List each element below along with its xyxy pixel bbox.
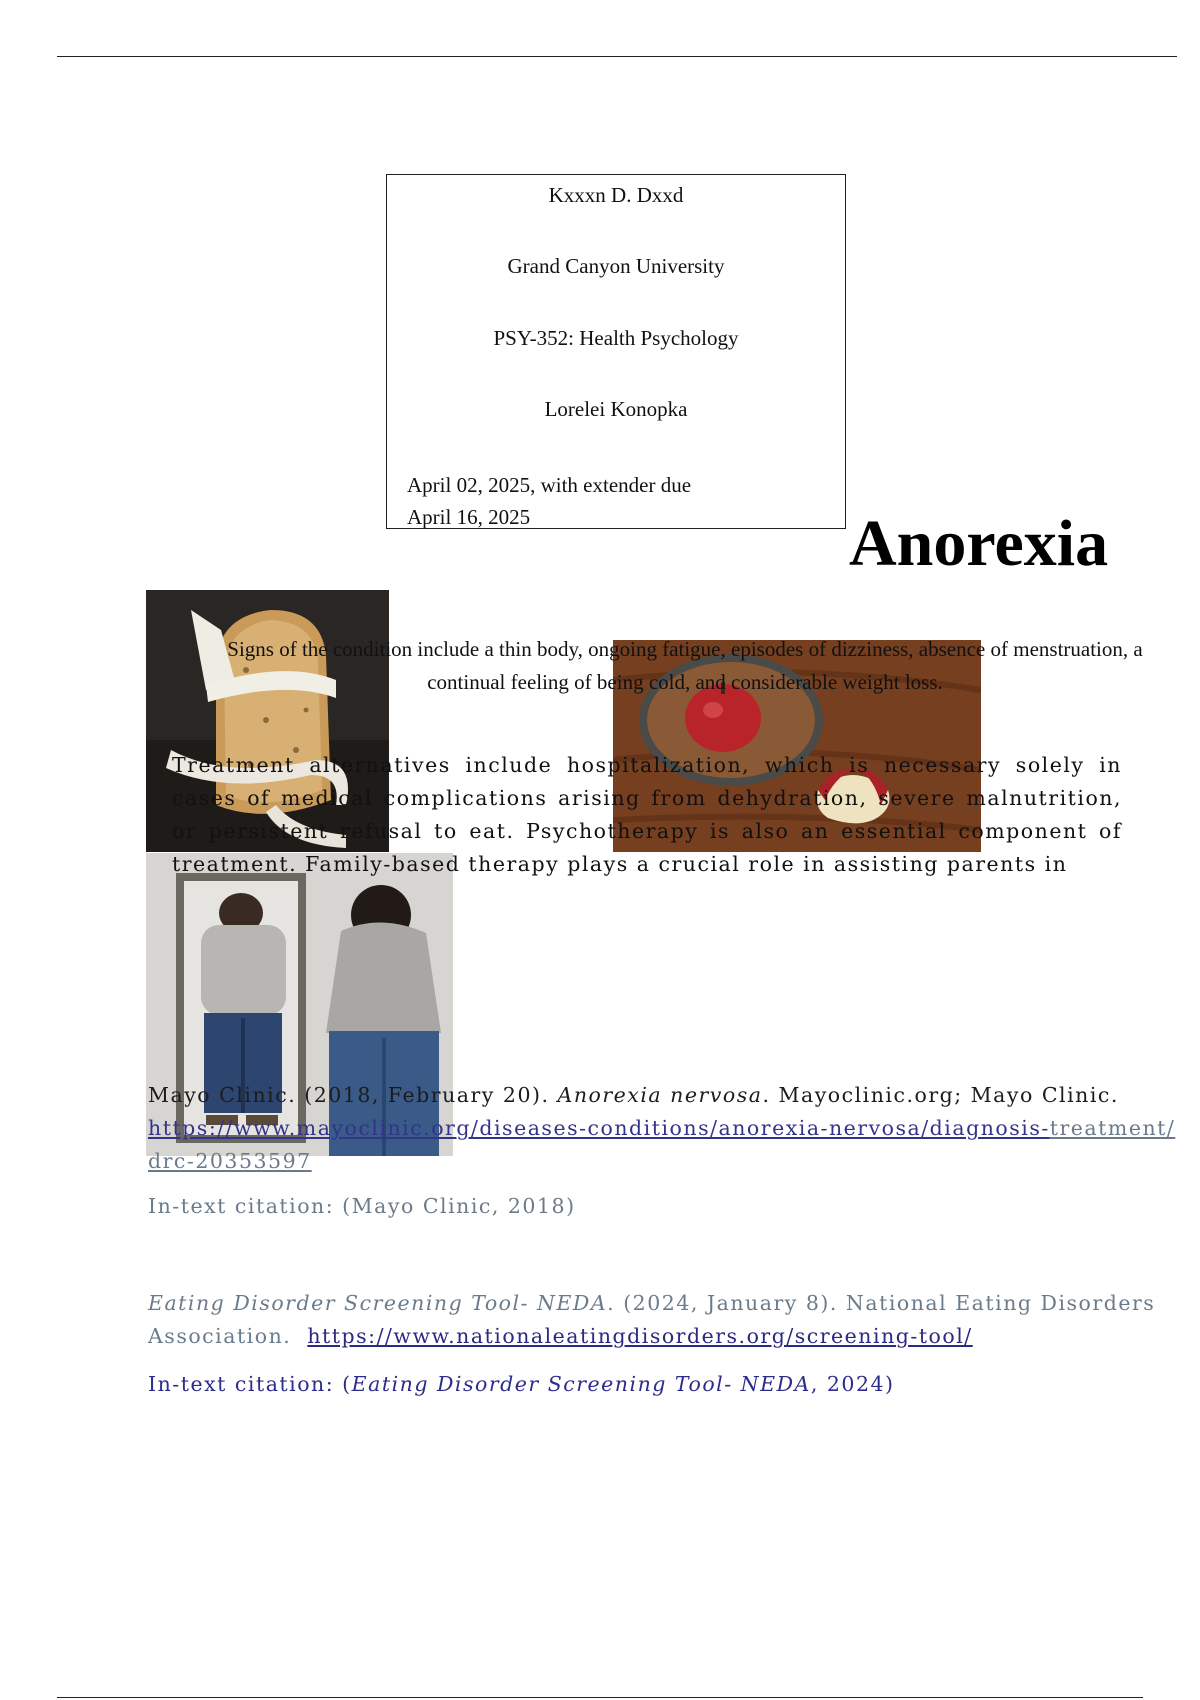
due-date: April 02, 2025, with extender due April 16, 2025: [407, 473, 692, 529]
institution: Grand Canyon University: [507, 254, 725, 278]
mayo-clinic-link-cont[interactable]: treatment/: [1049, 1116, 1176, 1140]
instructor-name: Lorelei Konopka: [544, 397, 688, 421]
mayo-clinic-link-end[interactable]: drc-20353597: [148, 1149, 312, 1173]
document-title: Anorexia: [849, 507, 1109, 580]
treatment-paragraph: Treatment alternatives include hospitalization, which is necessary solely in cases of medical complications arising from dehydration, severe malnutrition, or persistent refusal to eat. Psychotherapy is also an essential component of treatment. Family-based therapy plays a crucial role in assisting parents in: [172, 753, 1122, 876]
author-name: Kxxxn D. Dxxd: [548, 183, 684, 207]
title-page-box: [386, 174, 846, 529]
in-text-citation-mayo: In-text citation: (Mayo Clinic, 2018): [148, 1194, 576, 1218]
footer-rule: [57, 1697, 1143, 1698]
course-name: PSY-352: Health Psychology: [493, 326, 739, 350]
header-rule: [57, 56, 1177, 57]
neda-link[interactable]: https://www.nationaleatingdisorders.org/screening-tool/: [307, 1324, 973, 1348]
reference-neda: Eating Disorder Screening Tool- NEDA. (2024, January 8). National Eating Disorders Association. https://www.nationaleatingdisorders.org/screening-tool/: [148, 1291, 1156, 1348]
in-text-citation-neda: In-text citation: (Eating Disorder Screening Tool- NEDA, 2024): [148, 1372, 895, 1396]
mayo-clinic-link[interactable]: https://www.mayoclinic.org/diseases-conditions/anorexia-nervosa/diagnosis-: [148, 1116, 1050, 1140]
reference-mayo-clinic: Mayo Clinic. (2018, February 20). Anorexia nervosa. Mayoclinic.org; Mayo Clinic. https://www.mayoclinic.org/diseases-conditions/anorexia-nervosa/diagnosis-treatment/ drc-20353597: [148, 1083, 1176, 1173]
signs-paragraph: Signs of the condition include a thin body, ongoing fatigue, episodes of dizziness, absence of menstruation, a continual feeling of being cold, and considerable weight loss.: [227, 637, 1143, 694]
